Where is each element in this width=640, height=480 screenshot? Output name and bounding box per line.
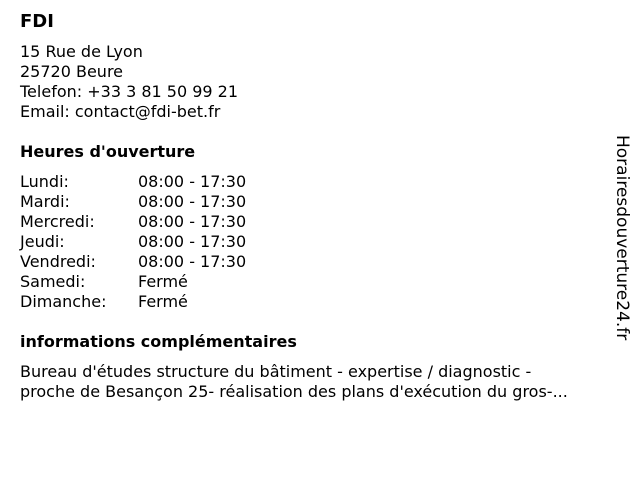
hours-row-tuesday	[20, 192, 610, 212]
day-label: Jeudi:	[20, 232, 65, 251]
info-line: Bureau d'études structure du bâtiment - expertise / diagnostic -	[20, 362, 532, 381]
hours-row-sunday	[20, 292, 610, 312]
opening-hours-list	[20, 172, 610, 312]
day-hours: Fermé	[138, 272, 188, 291]
email-address: Email: contact@fdi-bet.fr	[20, 102, 221, 121]
additional-info-heading: informations complémentaires	[20, 332, 297, 351]
day-hours: Fermé	[138, 292, 188, 311]
site-watermark-text: Horairesdouverture24.fr	[612, 135, 632, 341]
day-hours: 08:00 - 17:30	[138, 252, 247, 271]
day-label: Vendredi:	[20, 252, 96, 271]
hours-row-monday	[20, 172, 610, 192]
hours-row-friday	[20, 252, 610, 272]
day-hours: 08:00 - 17:30	[138, 212, 247, 231]
day-label: Lundi:	[20, 172, 69, 191]
day-hours: 08:00 - 17:30	[138, 192, 247, 211]
opening-hours-heading: Heures d'ouverture	[20, 142, 196, 161]
phone-number: Telefon: +33 3 81 50 99 21	[20, 82, 239, 101]
day-label: Mardi:	[20, 192, 70, 211]
hours-row-saturday	[20, 272, 610, 292]
day-label: Samedi:	[20, 272, 86, 291]
info-line: proche de Besançon 25- réalisation des plans d'exécution du gros-...	[20, 382, 568, 401]
day-hours: 08:00 - 17:30	[138, 232, 247, 251]
day-label: Mercredi:	[20, 212, 95, 231]
additional-info-text	[20, 362, 610, 402]
contact-block	[20, 42, 610, 122]
street-address: 15 Rue de Lyon	[20, 42, 143, 61]
business-card	[20, 10, 610, 402]
day-hours: 08:00 - 17:30	[138, 172, 247, 191]
city-postcode: 25720 Beure	[20, 62, 124, 81]
hours-row-thursday	[20, 232, 610, 252]
hours-row-wednesday	[20, 212, 610, 232]
business-name: FDI	[20, 11, 54, 32]
day-label: Dimanche:	[20, 292, 107, 311]
